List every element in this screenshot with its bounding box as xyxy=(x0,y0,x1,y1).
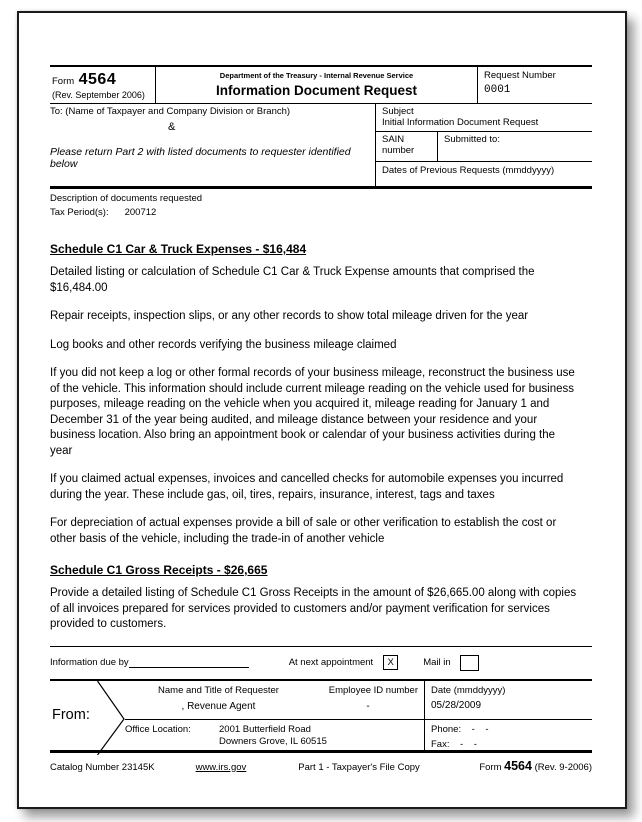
date-value: 05/28/2009 xyxy=(431,699,482,711)
part-copy-label: Part 1 - Taxpayer's File Copy xyxy=(298,761,420,773)
footer-form-revision: (Rev. 9-2006) xyxy=(534,761,592,773)
at-next-appointment-checkbox: X xyxy=(383,655,398,670)
form-number-cell xyxy=(50,67,156,103)
section-paragraph: If you claimed actual expenses, invoices and cancelled checks for automobile expenses you incurred during the year. These include gas, oil, tires, repairs, insurance, interest, tags and taxes xyxy=(50,473,564,501)
due-date-blank-line xyxy=(129,658,249,668)
form-number: 4564 xyxy=(78,71,117,88)
to-label: To: (Name of Taxpayer and Company Division or Branch) xyxy=(50,106,291,117)
mail-in-checkbox xyxy=(460,655,479,671)
description-block xyxy=(50,193,592,218)
return-note: Please return Part 2 with listed documents to requester identified below xyxy=(50,146,351,170)
to-cell xyxy=(50,104,376,186)
taxpayer-name-value: & xyxy=(168,121,176,133)
office-location-label: Office Location: xyxy=(125,723,191,735)
tax-period-label: Tax Period(s): xyxy=(50,207,109,218)
footer-form-number: 4564 xyxy=(504,758,532,773)
catalog-number: Catalog Number 23145K xyxy=(50,761,155,773)
section-paragraph: Repair receipts, inspection slips, or any other records to show total mileage driven for the year xyxy=(50,310,529,322)
tax-period-value: 200712 xyxy=(124,207,157,218)
header-top-row xyxy=(50,67,592,104)
at-next-appointment-label: At next appointment xyxy=(288,657,374,668)
submitted-to-label: Submitted to: xyxy=(444,134,500,145)
section-paragraph: Provide a detailed listing of Schedule C1 Gross Receipts in the amount of $26,665.00 along with copies of all invoices prepared for services provided to customers and/or payment verification for services provided to customers. xyxy=(50,587,577,630)
section-heading: Schedule C1 Car & Truck Expenses - $16,484 xyxy=(50,242,307,256)
title-cell xyxy=(156,67,478,103)
employee-id-cell xyxy=(312,681,424,719)
form-word: Form xyxy=(52,76,75,87)
requester-name-value: , Revenue Agent xyxy=(181,700,256,712)
department-line: Department of the Treasury - Internal Revenue Service xyxy=(219,71,414,80)
document-title: Information Document Request xyxy=(215,83,417,98)
from-block xyxy=(50,679,592,753)
request-number-label: Request Number xyxy=(484,70,556,81)
form-page xyxy=(17,11,627,809)
document-sections xyxy=(50,242,577,633)
sain-row xyxy=(376,132,592,162)
section-paragraph: Log books and other records verifying the business mileage claimed xyxy=(50,338,397,351)
irs-website-link: www.irs.gov xyxy=(195,761,247,773)
office-address xyxy=(219,724,327,750)
previous-requests-label: Dates of Previous Requests (mmddyyyy) xyxy=(382,165,555,176)
section-paragraph: If you did not keep a log or other formal records of your business mileage, reconstruct the business use of the vehicle. This information should include current mileage reading on the vehicle used for business purposes, mileage reading on the vehicle when you acquired it, mileage reading for January 1 and December 31 of the year being audited, and mileage distance between your residence and your business location. Also bring an appointment book or calendar of your business activities during the year xyxy=(50,367,575,457)
requester-name-cell xyxy=(125,681,312,719)
request-number-value: 0001 xyxy=(484,84,511,96)
date-cell xyxy=(424,681,592,719)
form-header xyxy=(50,65,592,189)
phone-line: Phone: - - xyxy=(431,723,489,735)
subject-label: Subject xyxy=(382,106,414,117)
fax-line: Fax: - - xyxy=(431,738,477,750)
information-due-by-label: Information due by xyxy=(50,657,129,668)
office-address-line2: Downers Grove, IL 60515 xyxy=(219,735,327,747)
employee-id-value: - xyxy=(366,700,370,712)
section-paragraph: For depreciation of actual expenses provide a bill of sale or other verification to establish the cost or other basis of the vehicle, including the trade-in of another vehicle xyxy=(50,517,557,545)
section-heading: Schedule C1 Gross Receipts - $26,665 xyxy=(50,563,268,577)
header-bottom-row xyxy=(50,104,592,186)
requester-name-label: Name and Title of Requester xyxy=(158,684,279,696)
information-due-row xyxy=(50,655,592,671)
mail-in-label: Mail in xyxy=(423,657,451,668)
employee-id-label: Employee ID number xyxy=(328,684,418,696)
office-address-line1: 2001 Butterfield Road xyxy=(219,723,311,735)
form-revision: (Rev. September 2006) xyxy=(52,90,145,100)
subject-value: Initial Information Document Request xyxy=(382,117,539,128)
sain-number-label: SAIN number xyxy=(376,132,438,161)
header-right-column xyxy=(376,104,592,186)
subject-cell xyxy=(376,104,592,132)
footer-form-word: Form xyxy=(479,761,502,773)
tax-period-line xyxy=(50,207,592,218)
office-location-row xyxy=(125,719,424,750)
date-label: Date (mmddyyyy) xyxy=(431,684,506,696)
from-chevron-icon xyxy=(97,681,125,755)
from-label: From: xyxy=(52,707,90,723)
request-number-cell xyxy=(478,67,592,103)
description-label: Description of documents requested xyxy=(50,193,203,204)
requester-row xyxy=(125,681,424,719)
divider-line xyxy=(50,646,592,647)
footer-form-reference xyxy=(479,759,592,773)
section-paragraph: Detailed listing or calculation of Schedule C1 Car & Truck Expense amounts that comprised the $16,484.00 xyxy=(50,266,535,294)
phone-fax-cell xyxy=(424,719,592,750)
page-footer xyxy=(50,759,592,773)
form-number-line xyxy=(52,71,151,89)
